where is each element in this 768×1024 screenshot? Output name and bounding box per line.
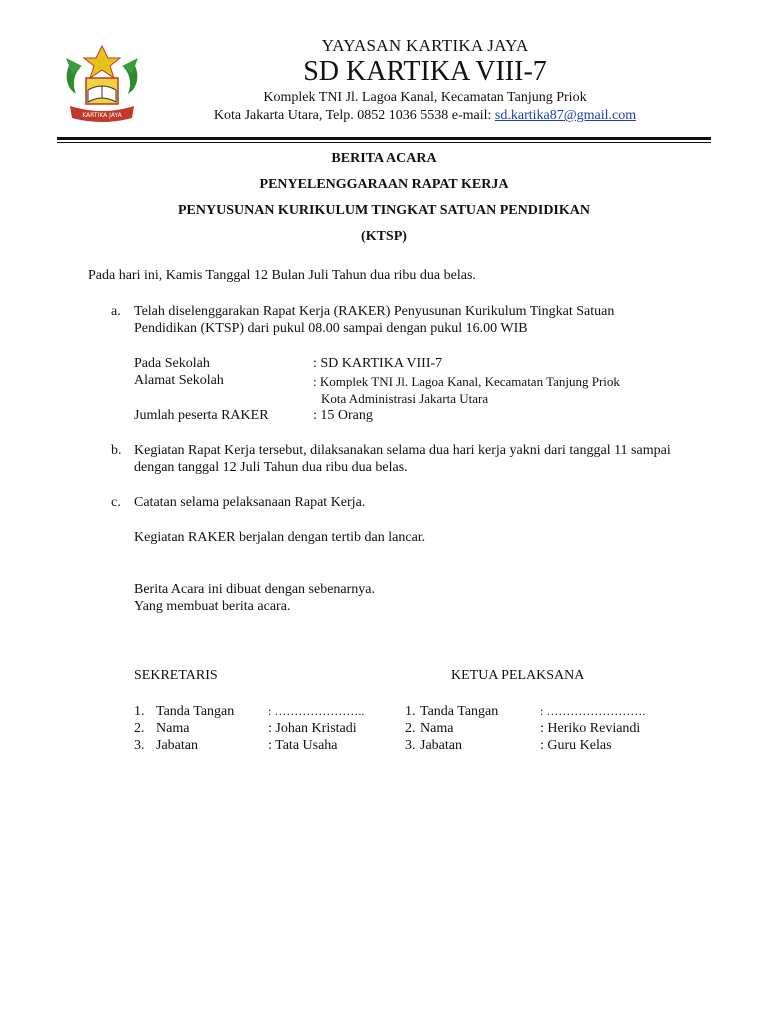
item-a-text-line1: Telah diselenggarakan Rapat Kerja (RAKER) Penyusunan Kurikulum Tingkat Satuan <box>134 304 615 319</box>
signature-row-value: : Johan Kristadi <box>268 721 357 736</box>
signature-row-value: : Heriko Reviandi <box>540 721 641 736</box>
signature-row-num: 2. <box>405 721 416 736</box>
signature-row-label: Tanda Tangan <box>156 704 235 719</box>
item-c-marker: c. <box>111 495 121 510</box>
school-address: Komplek TNI Jl. Lagoa Kanal, Kecamatan Tanjung Priok <box>263 90 587 105</box>
signature-row-num: 1. <box>134 704 145 719</box>
signature-row-label: Jabatan <box>156 738 198 753</box>
document-subtitle: PENYELENGGARAAN RAPAT KERJA <box>259 177 509 192</box>
school-name: SD KARTIKA VIII-7 <box>303 56 547 87</box>
school-crest-icon <box>62 44 142 126</box>
detail-value: : SD KARTIKA VIII-7 <box>313 356 443 371</box>
signature-row-label: Nama <box>156 721 190 736</box>
logo-text: KARTIKA JAYA <box>82 112 122 119</box>
item-b-text-line2: dengan tanggal 12 Juli Tahun dua ribu dua belas. <box>134 460 408 475</box>
contact-text: Kota Jakarta Utara, Telp. 0852 1036 5538 e-mail: <box>213 108 495 123</box>
item-c-note: Kegiatan RAKER berjalan dengan tertib dan lancar. <box>134 530 426 545</box>
detail-value: : 15 Orang <box>313 408 373 423</box>
document-title: BERITA ACARA <box>331 151 437 166</box>
item-a-text-line2: Pendidikan (KTSP) dari pukul 08.00 sampai dengan pukul 16.00 WIB <box>134 321 528 336</box>
letterhead-rule-thin <box>57 142 711 143</box>
item-c-text: Catatan selama pelaksanaan Rapat Kerja. <box>134 495 366 510</box>
signature-row-num: 2. <box>134 721 145 736</box>
item-a-marker: a. <box>111 304 121 319</box>
detail-label: Jumlah peserta RAKER <box>134 408 269 423</box>
signature-row-label: Tanda Tangan <box>420 704 499 719</box>
signature-row-value: : ………………….. <box>268 704 365 718</box>
organization-name: YAYASAN KARTIKA JAYA <box>321 36 529 55</box>
signature-row-num: 3. <box>405 738 416 753</box>
signature-left-heading: SEKRETARIS <box>134 668 218 683</box>
closing-line-2: Yang membuat berita acara. <box>134 599 291 614</box>
item-b-text-line1: Kegiatan Rapat Kerja tersebut, dilaksanakan selama dua hari kerja yakni dari tanggal 11 sampai <box>134 443 671 458</box>
item-b-marker: b. <box>111 443 122 458</box>
school-contact <box>170 108 680 124</box>
signature-right-heading: KETUA PELAKSANA <box>451 668 585 683</box>
closing-line-1: Berita Acara ini dibuat dengan sebenarnya. <box>134 582 376 597</box>
signature-row-value: : Tata Usaha <box>268 738 338 753</box>
signature-row-value: : ……………………. <box>540 704 646 718</box>
signature-row-num: 1. <box>405 704 416 719</box>
detail-label: Alamat Sekolah <box>134 373 224 388</box>
signature-row-label: Nama <box>420 721 454 736</box>
letterhead-rule-thick <box>57 137 711 140</box>
document-subtitle-3: (KTSP) <box>361 229 407 244</box>
signature-row-value: : Guru Kelas <box>540 738 612 753</box>
email-link[interactable]: sd.kartika87@gmail.com <box>494 108 637 123</box>
signature-row-label: Jabatan <box>420 738 462 753</box>
detail-value: : Komplek TNI Jl. Lagoa Kanal, Kecamatan Tanjung Priok <box>313 374 620 389</box>
document-subtitle-2: PENYUSUNAN KURIKULUM TINGKAT SATUAN PENDIDIKAN <box>177 203 590 218</box>
detail-label: Pada Sekolah <box>134 356 210 371</box>
detail-value-continued: Kota Administrasi Jakarta Utara <box>321 391 489 406</box>
signature-row-num: 3. <box>134 738 145 753</box>
intro-paragraph: Pada hari ini, Kamis Tanggal 12 Bulan Juli Tahun dua ribu dua belas. <box>88 268 476 283</box>
